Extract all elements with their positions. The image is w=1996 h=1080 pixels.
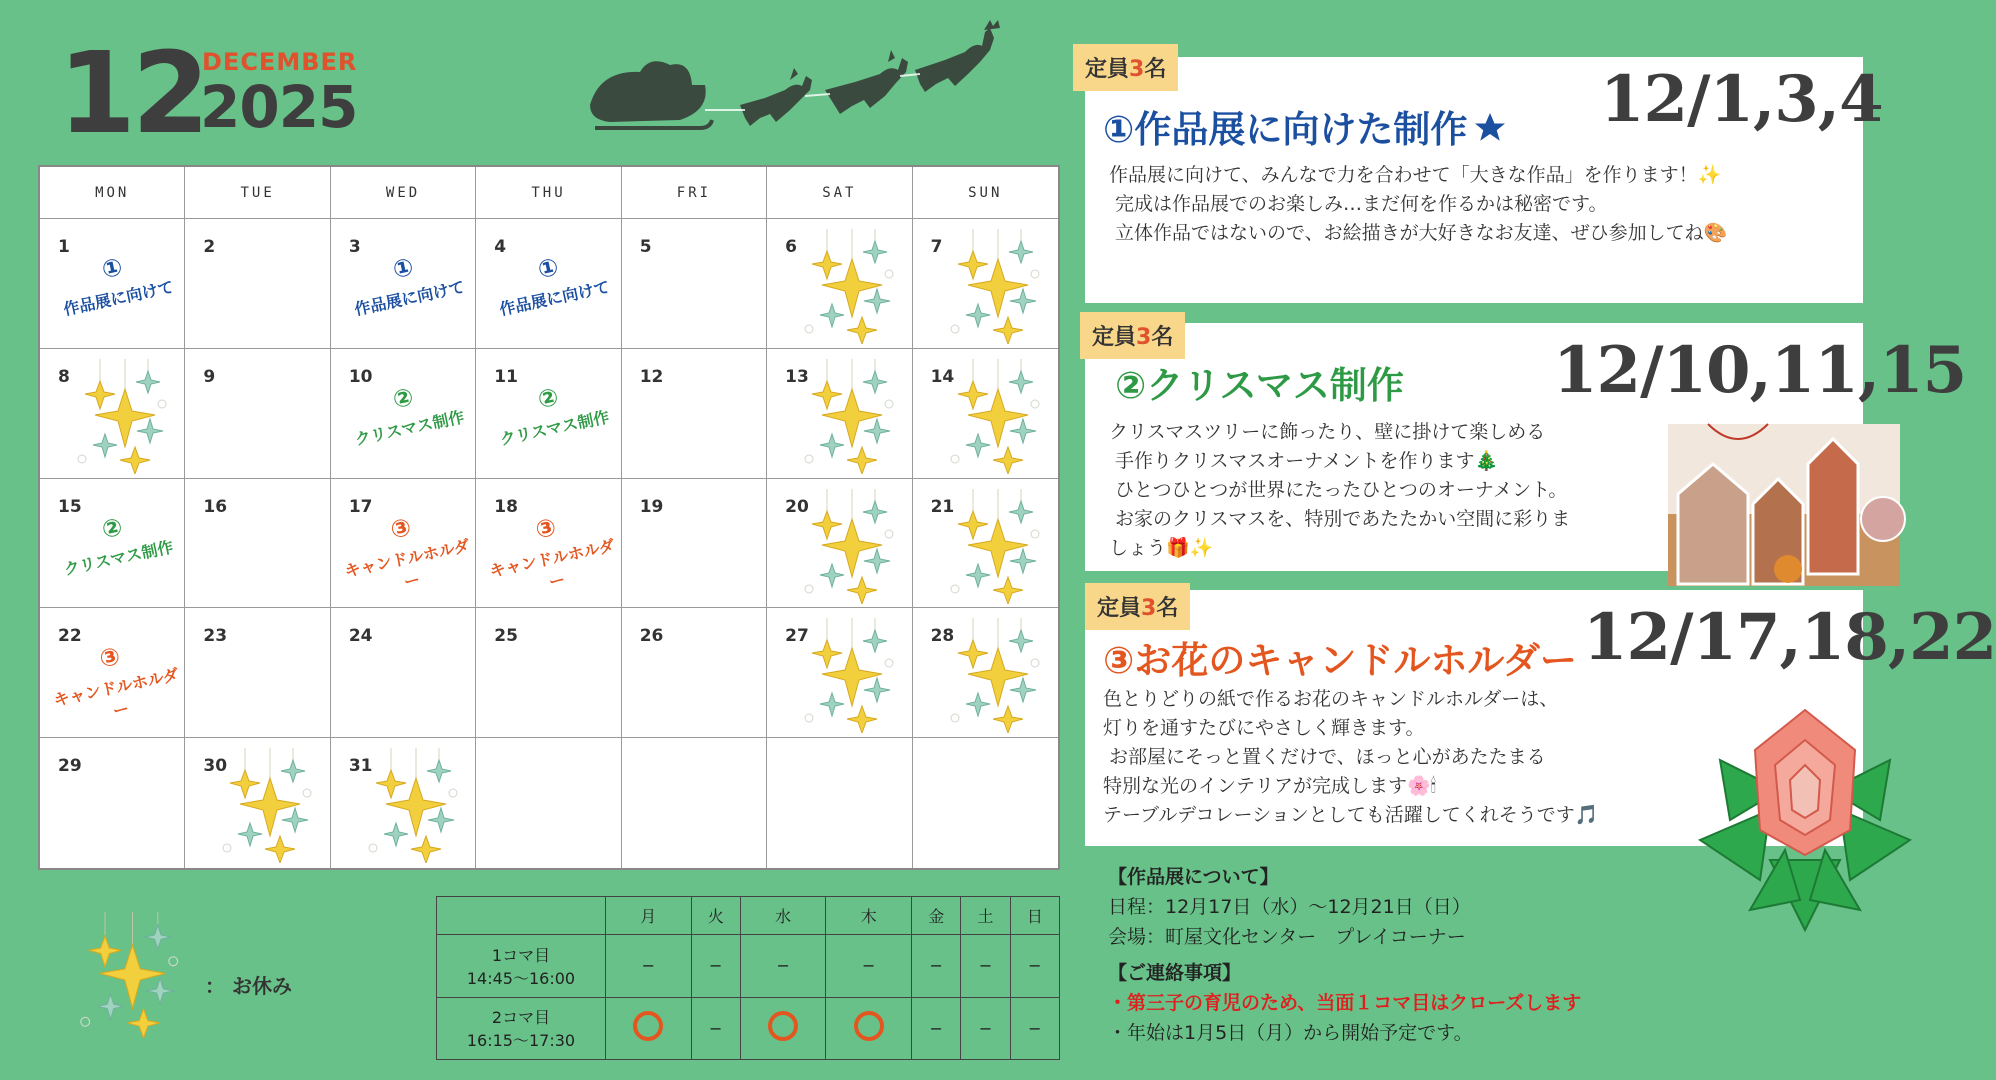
- day-number: 2: [203, 237, 216, 257]
- day-number: 13: [785, 366, 809, 387]
- event-number: ③: [96, 642, 123, 674]
- calendar-day-cell: [185, 479, 330, 609]
- weekday-header: MON: [40, 167, 185, 219]
- holiday-stars-icon: [215, 748, 315, 863]
- event-label-text: クリスマス制作: [352, 407, 466, 449]
- calendar-empty-cell: [622, 738, 767, 868]
- day-number: 15: [58, 496, 82, 517]
- calendar-day-cell: [185, 608, 330, 738]
- calendar-day-cell: [767, 349, 912, 479]
- schedule-cell: −: [606, 935, 692, 998]
- event-date-1: 12/1,3,4: [1600, 62, 1883, 137]
- event-label-text: クリスマス制作: [498, 407, 612, 449]
- calendar-day-cell: [331, 479, 476, 609]
- exhibition-venue: 会場：町屋文化センター プレイコーナー: [1108, 926, 1466, 948]
- weekday-header: SAT: [767, 167, 912, 219]
- event-card-1: [1085, 57, 1883, 303]
- weekday-header: THU: [476, 167, 621, 219]
- schedule-day: 水: [740, 897, 826, 935]
- schedule-slot-label: 2コマ目 16:15〜17:30: [437, 997, 606, 1060]
- schedule-cell: −: [961, 935, 1010, 998]
- calendar-day-cell: [622, 219, 767, 349]
- schedule-cell: −: [826, 935, 912, 998]
- schedule-cell: −: [912, 935, 961, 998]
- day-number: 12: [639, 366, 664, 387]
- month-number: 12: [58, 29, 206, 159]
- day-number: 10: [348, 366, 373, 387]
- event-number: ①: [390, 252, 416, 285]
- schedule-day: 火: [691, 897, 740, 935]
- event-desc-2: クリスマスツリーに飾ったり、壁に掛けて楽しめる 手作りクリスマスオーナメントを作ります🎄 ひとつひとつが世界にたったひとつのオーナメント。 お家のクリスマスを、特別であたたかい空間に彩りま しょう🎁✨: [1109, 421, 1571, 559]
- holiday-stars-icon: [797, 489, 897, 604]
- day-number: 5: [639, 237, 652, 257]
- exhibition-heading: 【作品展について】: [1108, 866, 1279, 888]
- day-number: 20: [785, 496, 809, 517]
- year: 2025: [200, 73, 358, 141]
- schedule-day: 木: [826, 897, 912, 935]
- day-number: 4: [494, 237, 507, 257]
- calendar-empty-cell: [476, 738, 621, 868]
- calendar-empty-cell: [913, 738, 1058, 868]
- holiday-stars-icon: [797, 229, 897, 344]
- calendar-day-cell: [331, 738, 476, 868]
- event-desc-3: 色とりどりの紙で作るお花のキャンドルホルダーは、 灯りを通すたびにやさしく輝きます。 お部屋にそっと置くだけで、ほっと心があたたまる 特別な光のインテリアが完成します🌸🕯 テーブルデコレーションとしても活躍してくれそうです🎵: [1103, 688, 1599, 826]
- contact-heading: 【ご連絡事項】: [1108, 962, 1242, 984]
- schedule-cell-open: [740, 997, 826, 1060]
- calendar-day-cell: [40, 608, 185, 738]
- schedule-corner: [437, 897, 606, 935]
- calendar-day-cell: [331, 608, 476, 738]
- day-number: 27: [785, 626, 809, 647]
- event-label-text: キャンドルホルダー: [51, 665, 181, 722]
- calendar-day-cell: [913, 349, 1058, 479]
- schedule-day: 月: [606, 897, 692, 935]
- event-date-2: 12/10,11,15: [1553, 333, 1967, 408]
- schedule-day: 金: [912, 897, 961, 935]
- day-number: 1: [58, 237, 70, 257]
- event-title-1: ①作品展に向けた制作: [1103, 99, 1509, 153]
- calendar-day-cell: [40, 219, 185, 349]
- schedule-cell: −: [691, 997, 740, 1060]
- calendar-day-cell: [40, 479, 185, 609]
- holiday-stars-icon: [943, 618, 1043, 733]
- event-number: ③: [533, 512, 559, 544]
- event-title-3: ③お花のキャンドルホルダー: [1103, 639, 1577, 682]
- day-number: 30: [203, 756, 228, 777]
- holiday-stars-icon: [72, 905, 182, 1045]
- schedule-cell: −: [691, 935, 740, 998]
- holiday-stars-icon: [797, 618, 897, 733]
- schedule-cell: −: [740, 935, 826, 998]
- info-section: [1108, 862, 1581, 1048]
- new-year-notice: ・年始は1月5日（月）から開始予定です。: [1108, 1022, 1473, 1044]
- schedule-cell: −: [1010, 997, 1059, 1060]
- event-desc-1: 作品展に向けて、みんなで力を合わせて「大きな作品」を作ります！✨ 完成は作品展でのお楽しみ…まだ何を作るかは秘密です。 立体作品ではないので、お絵描きが大好きなお友達、ぜひ参加してね🎨: [1109, 164, 1728, 244]
- santa-sleigh-icon: [580, 10, 1050, 160]
- calendar-day-cell: [622, 479, 767, 609]
- event-number: ②: [390, 382, 416, 414]
- closure-notice: ・第三子の育児のため、当面１コマ目はクローズします: [1108, 992, 1582, 1014]
- legend-holiday-label: ： お休み: [205, 974, 292, 998]
- schedule-cell-open: [606, 997, 692, 1060]
- calendar-day-cell: [622, 349, 767, 479]
- calendar-empty-cell: [767, 738, 912, 868]
- weekday-header: FRI: [622, 167, 767, 219]
- calendar-day-cell: [331, 219, 476, 349]
- day-number: 25: [494, 626, 518, 647]
- holiday-stars-icon: [943, 489, 1043, 604]
- event-number: ②: [535, 382, 562, 414]
- day-number: 16: [203, 496, 228, 517]
- calendar-day-cell: [913, 608, 1058, 738]
- day-number: 22: [58, 626, 82, 647]
- ornament-photo: [1668, 424, 1900, 586]
- weekday-header: TUE: [185, 167, 330, 219]
- calendar-day-cell: [185, 738, 330, 868]
- calendar-day-cell: [185, 349, 330, 479]
- day-number: 29: [58, 756, 82, 777]
- open-circle-icon: [854, 1011, 884, 1041]
- day-number: 24: [348, 626, 373, 647]
- event-number: ①: [99, 252, 126, 285]
- star-icon: [1471, 110, 1509, 146]
- capacity-tag-2: 定員3名: [1080, 312, 1185, 359]
- calendar-day-cell: [622, 608, 767, 738]
- calendar: [38, 165, 1060, 870]
- event-title-2: ②クリスマス制作: [1115, 364, 1404, 407]
- capacity-tag-1: 定員3名: [1073, 44, 1178, 91]
- event-number: ②: [99, 512, 126, 544]
- holiday-stars-icon: [797, 359, 897, 474]
- schedule-cell-open: [826, 997, 912, 1060]
- calendar-day-cell: [476, 608, 621, 738]
- day-number: 21: [930, 496, 955, 517]
- day-number: 6: [785, 237, 797, 257]
- event-number: ①: [535, 252, 562, 285]
- calendar-day-cell: [40, 349, 185, 479]
- schedule-cell: −: [912, 997, 961, 1060]
- event-date-3: 12/17,18,22: [1583, 600, 1996, 675]
- schedule-day: 日: [1010, 897, 1059, 935]
- day-number: 26: [639, 626, 664, 647]
- holiday-stars-icon: [943, 229, 1043, 344]
- day-number: 14: [930, 366, 955, 387]
- calendar-day-cell: [331, 349, 476, 479]
- calendar-day-cell: [185, 219, 330, 349]
- day-number: 8: [58, 366, 70, 387]
- day-number: 9: [203, 366, 216, 387]
- schedule-day: 土: [961, 897, 1010, 935]
- calendar-day-cell: [767, 219, 912, 349]
- day-number: 11: [494, 366, 518, 387]
- schedule-table: [436, 896, 1060, 1060]
- day-number: 28: [930, 626, 955, 647]
- schedule-cell: −: [1010, 935, 1059, 998]
- calendar-day-cell: [767, 608, 912, 738]
- calendar-day-cell: [40, 738, 185, 868]
- event-label-text: クリスマス制作: [62, 536, 175, 579]
- calendar-day-cell: [913, 479, 1058, 609]
- day-number: 18: [494, 496, 518, 517]
- month-name: DECEMBER: [202, 48, 358, 76]
- event-number: ③: [387, 512, 414, 544]
- holiday-stars-icon: [943, 359, 1043, 474]
- exhibition-dates: 日程：12月17日（水）〜12月21日（日）: [1108, 896, 1471, 918]
- holiday-stars-icon: [70, 359, 170, 474]
- event-label-text: 作品展に向けて: [352, 277, 467, 320]
- event-label-text: キャンドルホルダー: [342, 535, 472, 592]
- weekday-header: SUN: [913, 167, 1058, 219]
- schedule-cell: −: [961, 997, 1010, 1060]
- open-circle-icon: [633, 1011, 663, 1041]
- open-circle-icon: [768, 1011, 798, 1041]
- day-number: 17: [348, 496, 373, 517]
- day-number: 31: [348, 756, 373, 777]
- day-number: 3: [348, 237, 361, 257]
- calendar-day-cell: [476, 479, 621, 609]
- day-number: 23: [203, 626, 228, 647]
- event-label-text: 作品展に向けて: [61, 277, 176, 320]
- calendar-day-cell: [913, 219, 1058, 349]
- day-number: 19: [639, 496, 664, 517]
- holiday-stars-icon: [361, 748, 461, 863]
- event-label-text: 作品展に向けて: [498, 277, 612, 320]
- schedule-slot-label: 1コマ目 14:45〜16:00: [437, 935, 606, 998]
- weekday-header: WED: [331, 167, 476, 219]
- capacity-tag-3: 定員3名: [1085, 583, 1190, 630]
- calendar-day-cell: [476, 349, 621, 479]
- calendar-day-cell: [767, 479, 912, 609]
- paper-flower-image: [1690, 680, 1920, 940]
- event-label-text: キャンドルホルダー: [488, 535, 617, 592]
- day-number: 7: [930, 237, 943, 257]
- calendar-day-cell: [476, 219, 621, 349]
